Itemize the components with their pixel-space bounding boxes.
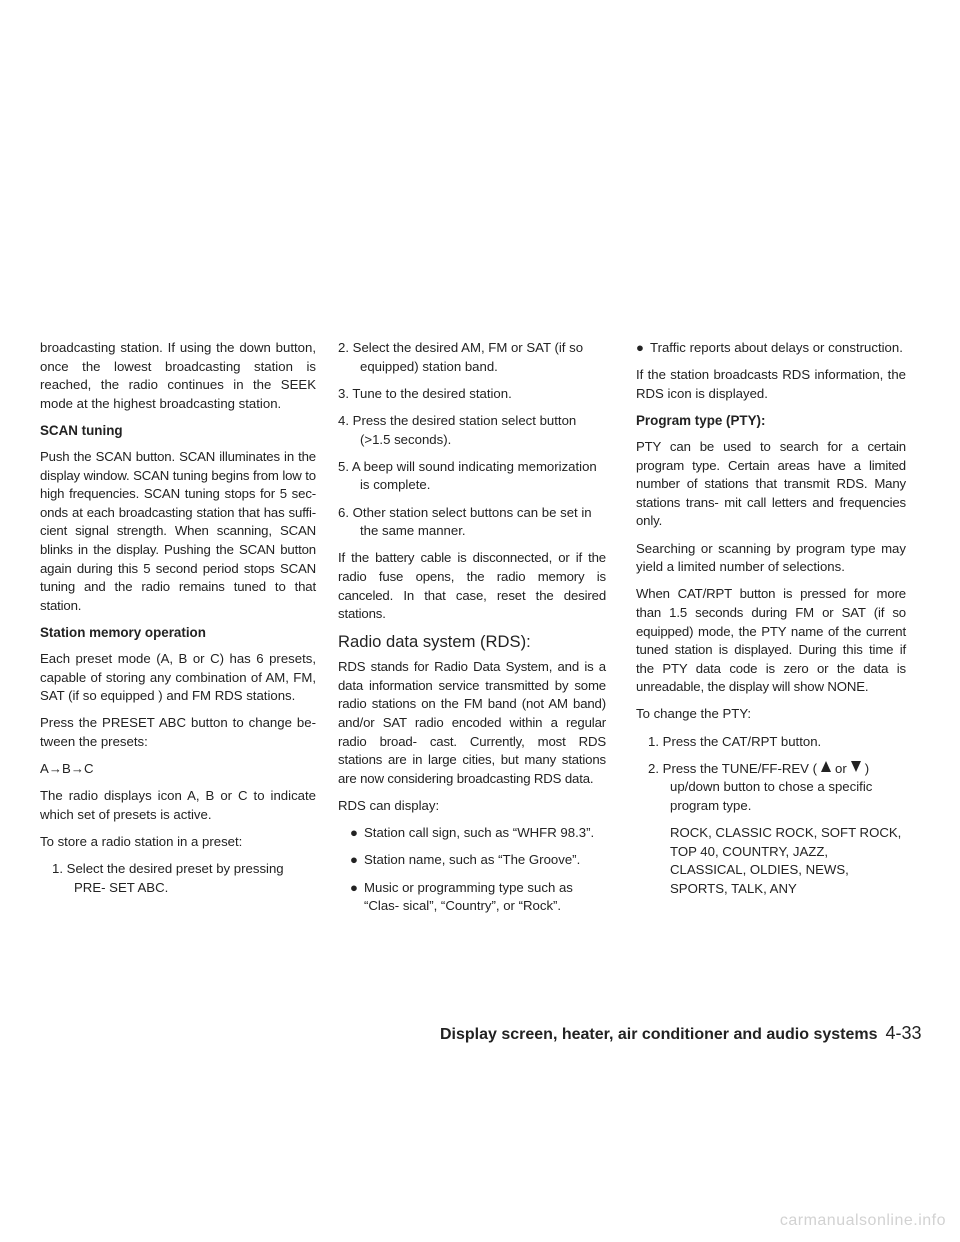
page-footer: [440, 1023, 920, 1044]
pty-paragraph-1: PTY can be used to search for a certain program type. Certain areas have a limited number of stations that transmit RDS. Many stations trans- mit call letters and frequencies only.: [636, 438, 906, 529]
watermark: carmanualsonline.info: [779, 1212, 946, 1229]
pty-step-2-pre: 2. Press the TUNE/FF-REV (: [648, 760, 818, 776]
list-item: [338, 851, 606, 870]
scan-tuning-heading: SCAN tuning: [40, 422, 123, 438]
list-item: [338, 879, 606, 916]
bullet-icon: ●: [636, 340, 644, 355]
pty-step-2-or: or: [835, 760, 847, 776]
memory-step-5: 5. A beep will sound indicating memorization is complete.: [338, 458, 597, 493]
bullet-text: Station name, such as “The Groove”.: [364, 852, 581, 868]
station-memory-paragraph-1: Each preset mode (A, B or C) has 6 presets, capable of storing any combination of AM, FM, SAT (if so equipped ) and FM RDS stations.: [40, 650, 316, 704]
memory-step-4: 4. Press the desired station select button (>1.5 seconds).: [338, 412, 577, 447]
scan-tuning-paragraph: Push the SCAN button. SCAN illuminates in the display window. SCAN tuning begins from low to high frequencies. SCAN tuning stops for 5 sec- onds at each broadcasting station that has suffi- cient signal strength. When scanning, SCAN blinks in the display. Pushing the SCAN button again during this 5 second period stops SCAN tuning and the radio remains tuned to that station.: [40, 448, 316, 613]
rds-heading: Radio data system (RDS):: [338, 632, 531, 652]
triangle-up-icon: [821, 761, 831, 772]
bullet-icon: ●: [350, 879, 358, 895]
memory-step-6: 6. Other station select buttons can be set in the same manner.: [338, 504, 592, 539]
station-memory-paragraph-2: Press the PRESET ABC button to change be- tween the presets:: [40, 715, 316, 749]
rds-icon-paragraph: If the station broadcasts RDS information, the RDS icon is displayed.: [636, 367, 906, 401]
rds-can-display: RDS can display:: [338, 798, 440, 814]
list-item: [338, 824, 606, 843]
pty-paragraph-2: Searching or scanning by program type may yield a limited number of selections.: [636, 540, 906, 575]
pty-step-1: 1. Press the CAT/RPT button.: [648, 733, 822, 749]
intro-paragraph: broadcasting station. If using the down button, once the lowest broadcasting station is reached, the radio continues in the SEEK mode at the highest broadcasting station.: [40, 340, 316, 411]
bullet-icon: ●: [350, 852, 358, 868]
pty-step-2: [636, 760, 906, 816]
column-2: [338, 339, 606, 924]
column-3: [636, 339, 906, 907]
bullet-text: Music or programming type such as “Clas- sical”, “Country”, or “Rock”.: [364, 879, 573, 914]
bullet-icon: ●: [350, 825, 358, 841]
station-memory-paragraph-4: To store a radio station in a preset:: [40, 834, 243, 850]
pty-paragraph-3: When CAT/RPT button is pressed for more than 1.5 seconds during FM or SAT (if so equipped) mode, the PTY name of the current tuned station is displayed. During this time if the PTY data code is zero or the data is unreadable, the display will show NONE.: [636, 586, 906, 695]
rds-paragraph: RDS stands for Radio Data System, and is a data information service transmitted by some radio stations on the FM band (not AM band) and/or SAT radio encoded within a regular radio broad- cast. Currently, most RDS stations are in large cities, but many stations are now considering broadcasting RDS data.: [338, 659, 606, 786]
station-memory-paragraph-3: The radio displays icon A, B or C to indicate which set of presets is active.: [40, 788, 316, 822]
list-item: [636, 339, 906, 358]
preset-sequence: A→B→C: [40, 761, 94, 777]
pty-change-label: To change the PTY:: [636, 706, 752, 722]
pty-heading: Program type (PTY):: [636, 412, 766, 428]
memory-step-3: 3. Tune to the desired station.: [338, 385, 512, 401]
bullet-text: Traffic reports about delays or construction.: [650, 340, 903, 355]
memory-step-1: 1. Select the desired preset by pressing PRE- SET ABC.: [52, 861, 284, 895]
pty-step-2-post: ) up/down button to chose a specific program type.: [670, 760, 873, 814]
column-1: [40, 339, 316, 906]
triangle-down-icon: [851, 761, 861, 772]
memory-step-2: 2. Select the desired AM, FM or SAT (if so equipped) station band.: [338, 340, 584, 374]
bullet-text: Station call sign, such as “WHFR 98.3”.: [364, 825, 595, 841]
pty-types-list: ROCK, CLASSIC ROCK, SOFT ROCK, TOP 40, COUNTRY, JAZZ, CLASSICAL, OLDIES, NEWS, SPORTS, TALK, ANY: [670, 825, 902, 896]
station-memory-heading: Station memory operation: [40, 624, 206, 640]
page-number: 4-33: [885, 1023, 922, 1043]
battery-paragraph: If the battery cable is disconnected, or if the radio fuse opens, the radio memory is canceled. In that case, reset the desired stations.: [338, 550, 606, 622]
section-title: Display screen, heater, air conditioner and audio systems: [440, 1026, 878, 1043]
